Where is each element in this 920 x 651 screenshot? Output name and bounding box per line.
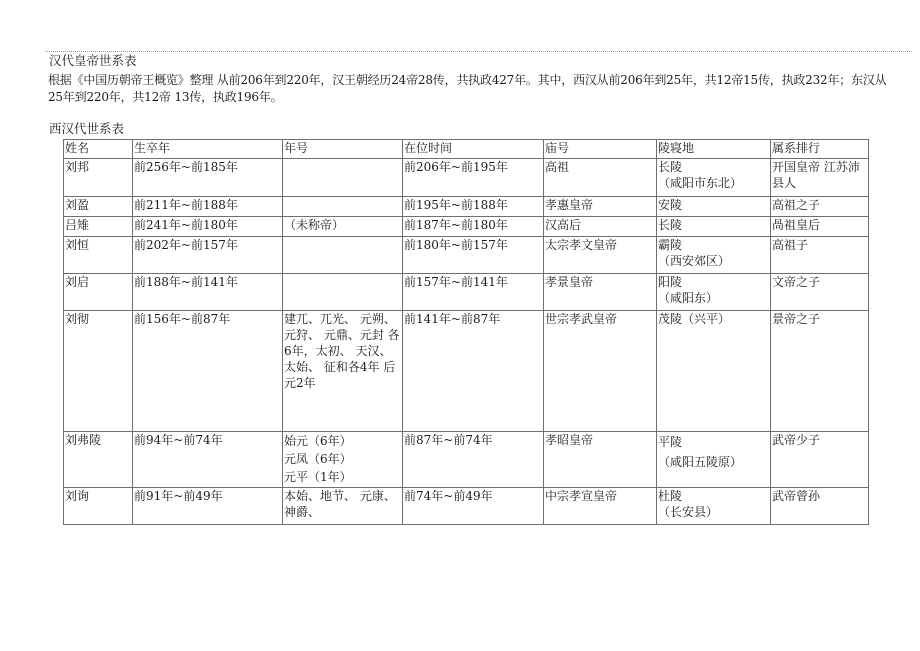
cell-name: 刘询 (64, 488, 133, 525)
tomb-location: （长安县） (658, 505, 719, 519)
cell-name: 刘盈 (64, 197, 133, 217)
cell-temple-name: 汉高后 (544, 217, 657, 237)
header-era: 年号 (283, 140, 403, 159)
cell-name: 刘邦 (64, 159, 133, 197)
cell-reign: 前206年~前195年 (403, 159, 544, 197)
cell-relation: 开国皇帝 江苏沛县人 (771, 159, 869, 197)
cell-tomb (657, 274, 771, 311)
cell-lifespan: 前202年~前157年 (133, 237, 283, 274)
cell-era: 本始、地节、 元康、神爵、 (283, 488, 403, 525)
table-row (64, 311, 869, 432)
cell-temple-name: 孝昭皇帝 (544, 432, 657, 488)
table-row (64, 159, 869, 197)
intro-paragraph: 根据《中国历朝帝王概览》整理 从前206年到220年，汉王朝经历24帝28传，共执政427年。其中，西汉从前206年到25年，共12帝15传，执政232年；东汉从25年到220年，共12帝 13传，执政196年。 (48, 73, 887, 104)
cell-lifespan: 前94年~前74年 (133, 432, 283, 488)
header-lifespan: 生卒年 (133, 140, 283, 159)
cell-name: 刘彻 (64, 311, 133, 432)
cell-lifespan: 前188年~前141年 (133, 274, 283, 311)
cell-relation: 咼祖皇后 (771, 217, 869, 237)
cell-lifespan: 前256年~前185年 (133, 159, 283, 197)
cell-reign: 前141年~前87年 (403, 311, 544, 432)
cell-name: 刘启 (64, 274, 133, 311)
emperor-lineage-table (63, 139, 869, 525)
cell-era: 建兀、兀光、 元朔、元狩、 元鼎、元封 各6年，太初、 天汉、太始、 征和各4年 后元2年 (283, 311, 403, 432)
cell-lifespan: 前91年~前49年 (133, 488, 283, 525)
cell-relation: 文帝之子 (771, 274, 869, 311)
table-caption: 西汉代世系表 (49, 121, 125, 136)
tomb-location: （咸阳五陵原） (658, 455, 743, 469)
cell-reign: 前195年~前188年 (403, 197, 544, 217)
cell-temple-name: 中宗孝宣皇帝 (544, 488, 657, 525)
cell-lifespan: 前211年~前188年 (133, 197, 283, 217)
document-title: 汉代皇帝世系表 (49, 53, 137, 68)
cell-temple-name: 孝景皇帝 (544, 274, 657, 311)
table-row (64, 488, 869, 525)
header-name: 姓名 (64, 140, 133, 159)
tomb-name: 霸陵 (658, 238, 683, 252)
cell-temple-name: 孝惠皇帝 (544, 197, 657, 217)
cell-relation: 高祖之子 (771, 197, 869, 217)
cell-era (283, 237, 403, 274)
table-row (64, 217, 869, 237)
table-row (64, 432, 869, 488)
cell-reign: 前74年~前49年 (403, 488, 544, 525)
cell-name: 吕雉 (64, 217, 133, 237)
cell-tomb: 茂陵（兴平） (657, 311, 771, 432)
cell-name: 刘恒 (64, 237, 133, 274)
tomb-name: 平陵 (658, 435, 683, 449)
era-line: 元凤（6年） (284, 452, 352, 466)
header-reign: 在位时间 (403, 140, 544, 159)
table-row (64, 237, 869, 274)
era-line: 始元（6年） (284, 434, 352, 448)
top-divider (45, 51, 912, 52)
header-row (64, 140, 869, 159)
cell-relation: 景帝之子 (771, 311, 869, 432)
cell-era (283, 432, 403, 488)
tomb-location: （西安郊区） (658, 254, 731, 268)
header-temple-name: 庙号 (544, 140, 657, 159)
cell-temple-name: 世宗孝武皇帝 (544, 311, 657, 432)
cell-reign: 前87年~前74年 (403, 432, 544, 488)
tomb-location: （咸阳东） (658, 291, 719, 305)
cell-reign: 前180年~前157年 (403, 237, 544, 274)
cell-tomb: 安陵 (657, 197, 771, 217)
cell-tomb (657, 159, 771, 197)
tomb-name: 杜陵 (658, 489, 683, 503)
cell-era (283, 197, 403, 217)
cell-era: （未称帝） (283, 217, 403, 237)
cell-reign: 前157年~前141年 (403, 274, 544, 311)
cell-relation: 高祖子 (771, 237, 869, 274)
table-row (64, 274, 869, 311)
cell-tomb (657, 488, 771, 525)
cell-temple-name: 高祖 (544, 159, 657, 197)
cell-tomb: 长陵 (657, 217, 771, 237)
era-line: 元平（1年） (284, 470, 352, 484)
cell-tomb (657, 432, 771, 488)
tomb-location: （咸阳市东北） (658, 176, 743, 190)
header-relation: 属系排行 (771, 140, 869, 159)
cell-relation: 武帝少子 (771, 432, 869, 488)
cell-relation: 武帝曾孙 (771, 488, 869, 525)
cell-reign: 前187年~前180年 (403, 217, 544, 237)
tomb-name: 长陵 (658, 160, 683, 174)
header-tomb: 陵寝地 (657, 140, 771, 159)
tomb-name: 阳陵 (658, 275, 683, 289)
cell-lifespan: 前156年~前87年 (133, 311, 283, 432)
cell-era (283, 274, 403, 311)
cell-temple-name: 太宗孝文皇帝 (544, 237, 657, 274)
cell-tomb (657, 237, 771, 274)
cell-era (283, 159, 403, 197)
cell-name: 刘弗陵 (64, 432, 133, 488)
cell-lifespan: 前241年~前180年 (133, 217, 283, 237)
table-row (64, 197, 869, 217)
